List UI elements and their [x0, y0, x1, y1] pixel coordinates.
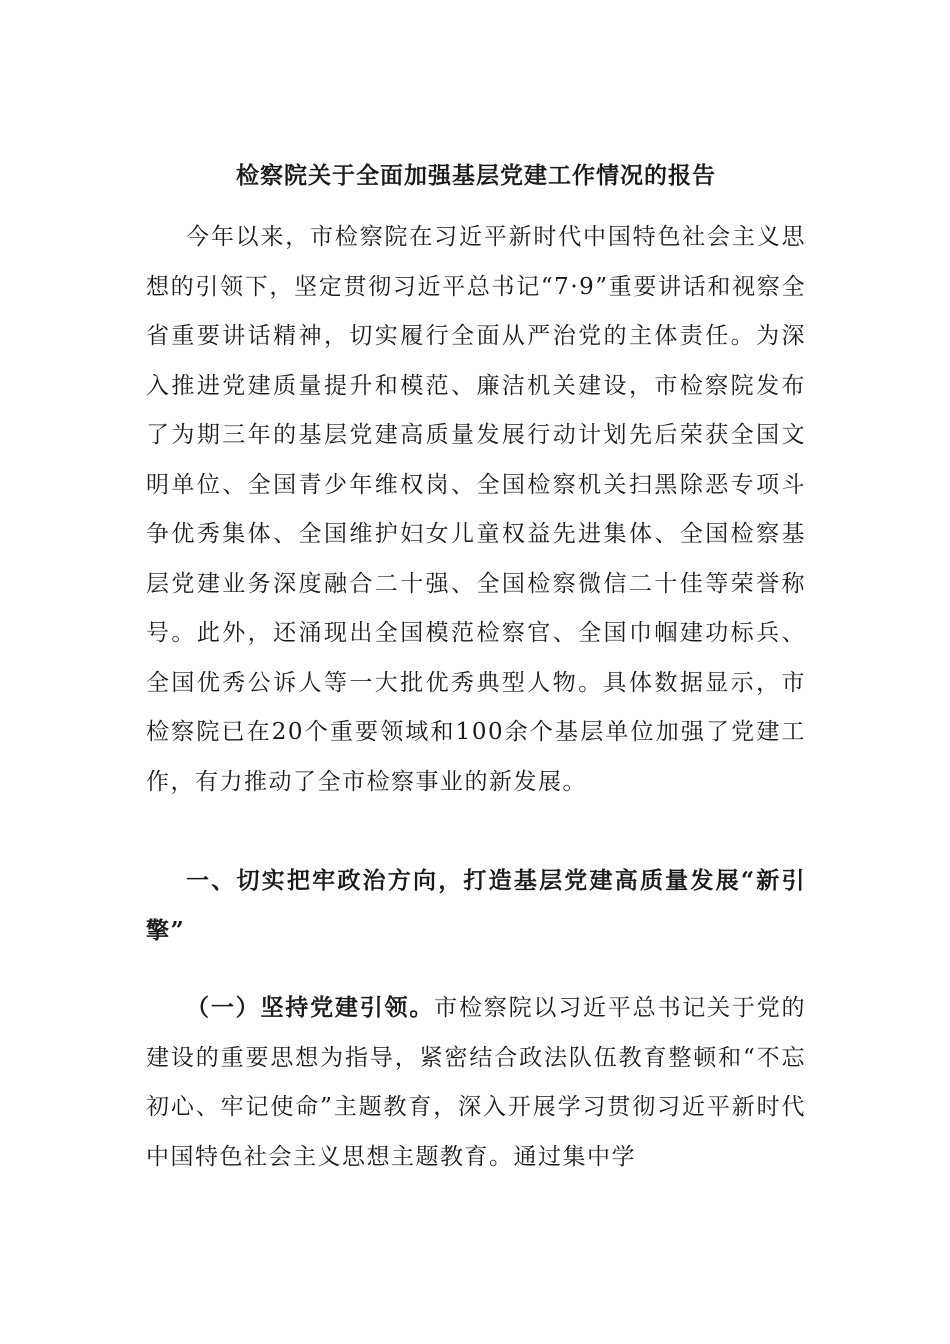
section-heading: 一、切实把牢政治方向，打造基层党建高质量发展“新引擎” — [146, 867, 806, 944]
document-title: 检察院关于全面加强基层党建工作情况的报告 — [236, 162, 716, 189]
subsection-paragraph — [146, 983, 806, 1182]
subsection-lead: （一）坚持党建引领。 — [186, 994, 435, 1021]
intro-paragraph: 今年以来，市检察院在习近平新时代中国特色社会主义思想的引领下，坚定贯彻习近平总书记“7·9”重要讲话和视察全省重要讲话精神，切实履行全面从严治党的主体责任。为深入推进党建质量提升和模范、廉洁机关建设，市检察院发布了为期三年的基层党建高质量发展行动计划先后荣获全国文明单位、全国青少年维权岗、全国检察机关扫黑除恶专项斗争优秀集体、全国维护妇女儿童权益先进集体、全国检察基层党建业务深度融合二十强、全国检察微信二十佳等荣誉称号。此外，还涌现出全国模范检察官、全国巾帼建功标兵、全国优秀公诉人等一大批优秀典型人物。具体数据显示，市检察院已在20个重要领域和100余个基层单位加强了党建工作，有力推动了全市检察事业的新发展。 — [146, 224, 806, 795]
subsection-body: 市检察院以习近平总书记关于党的建设的重要思想为指导，紧密结合政法队伍教育整顿和“不忘初心、牢记使命”主题教育，深入开展学习贯彻习近平新时代中国特色社会主义思想主题教育。通过集中学 — [146, 995, 806, 1170]
